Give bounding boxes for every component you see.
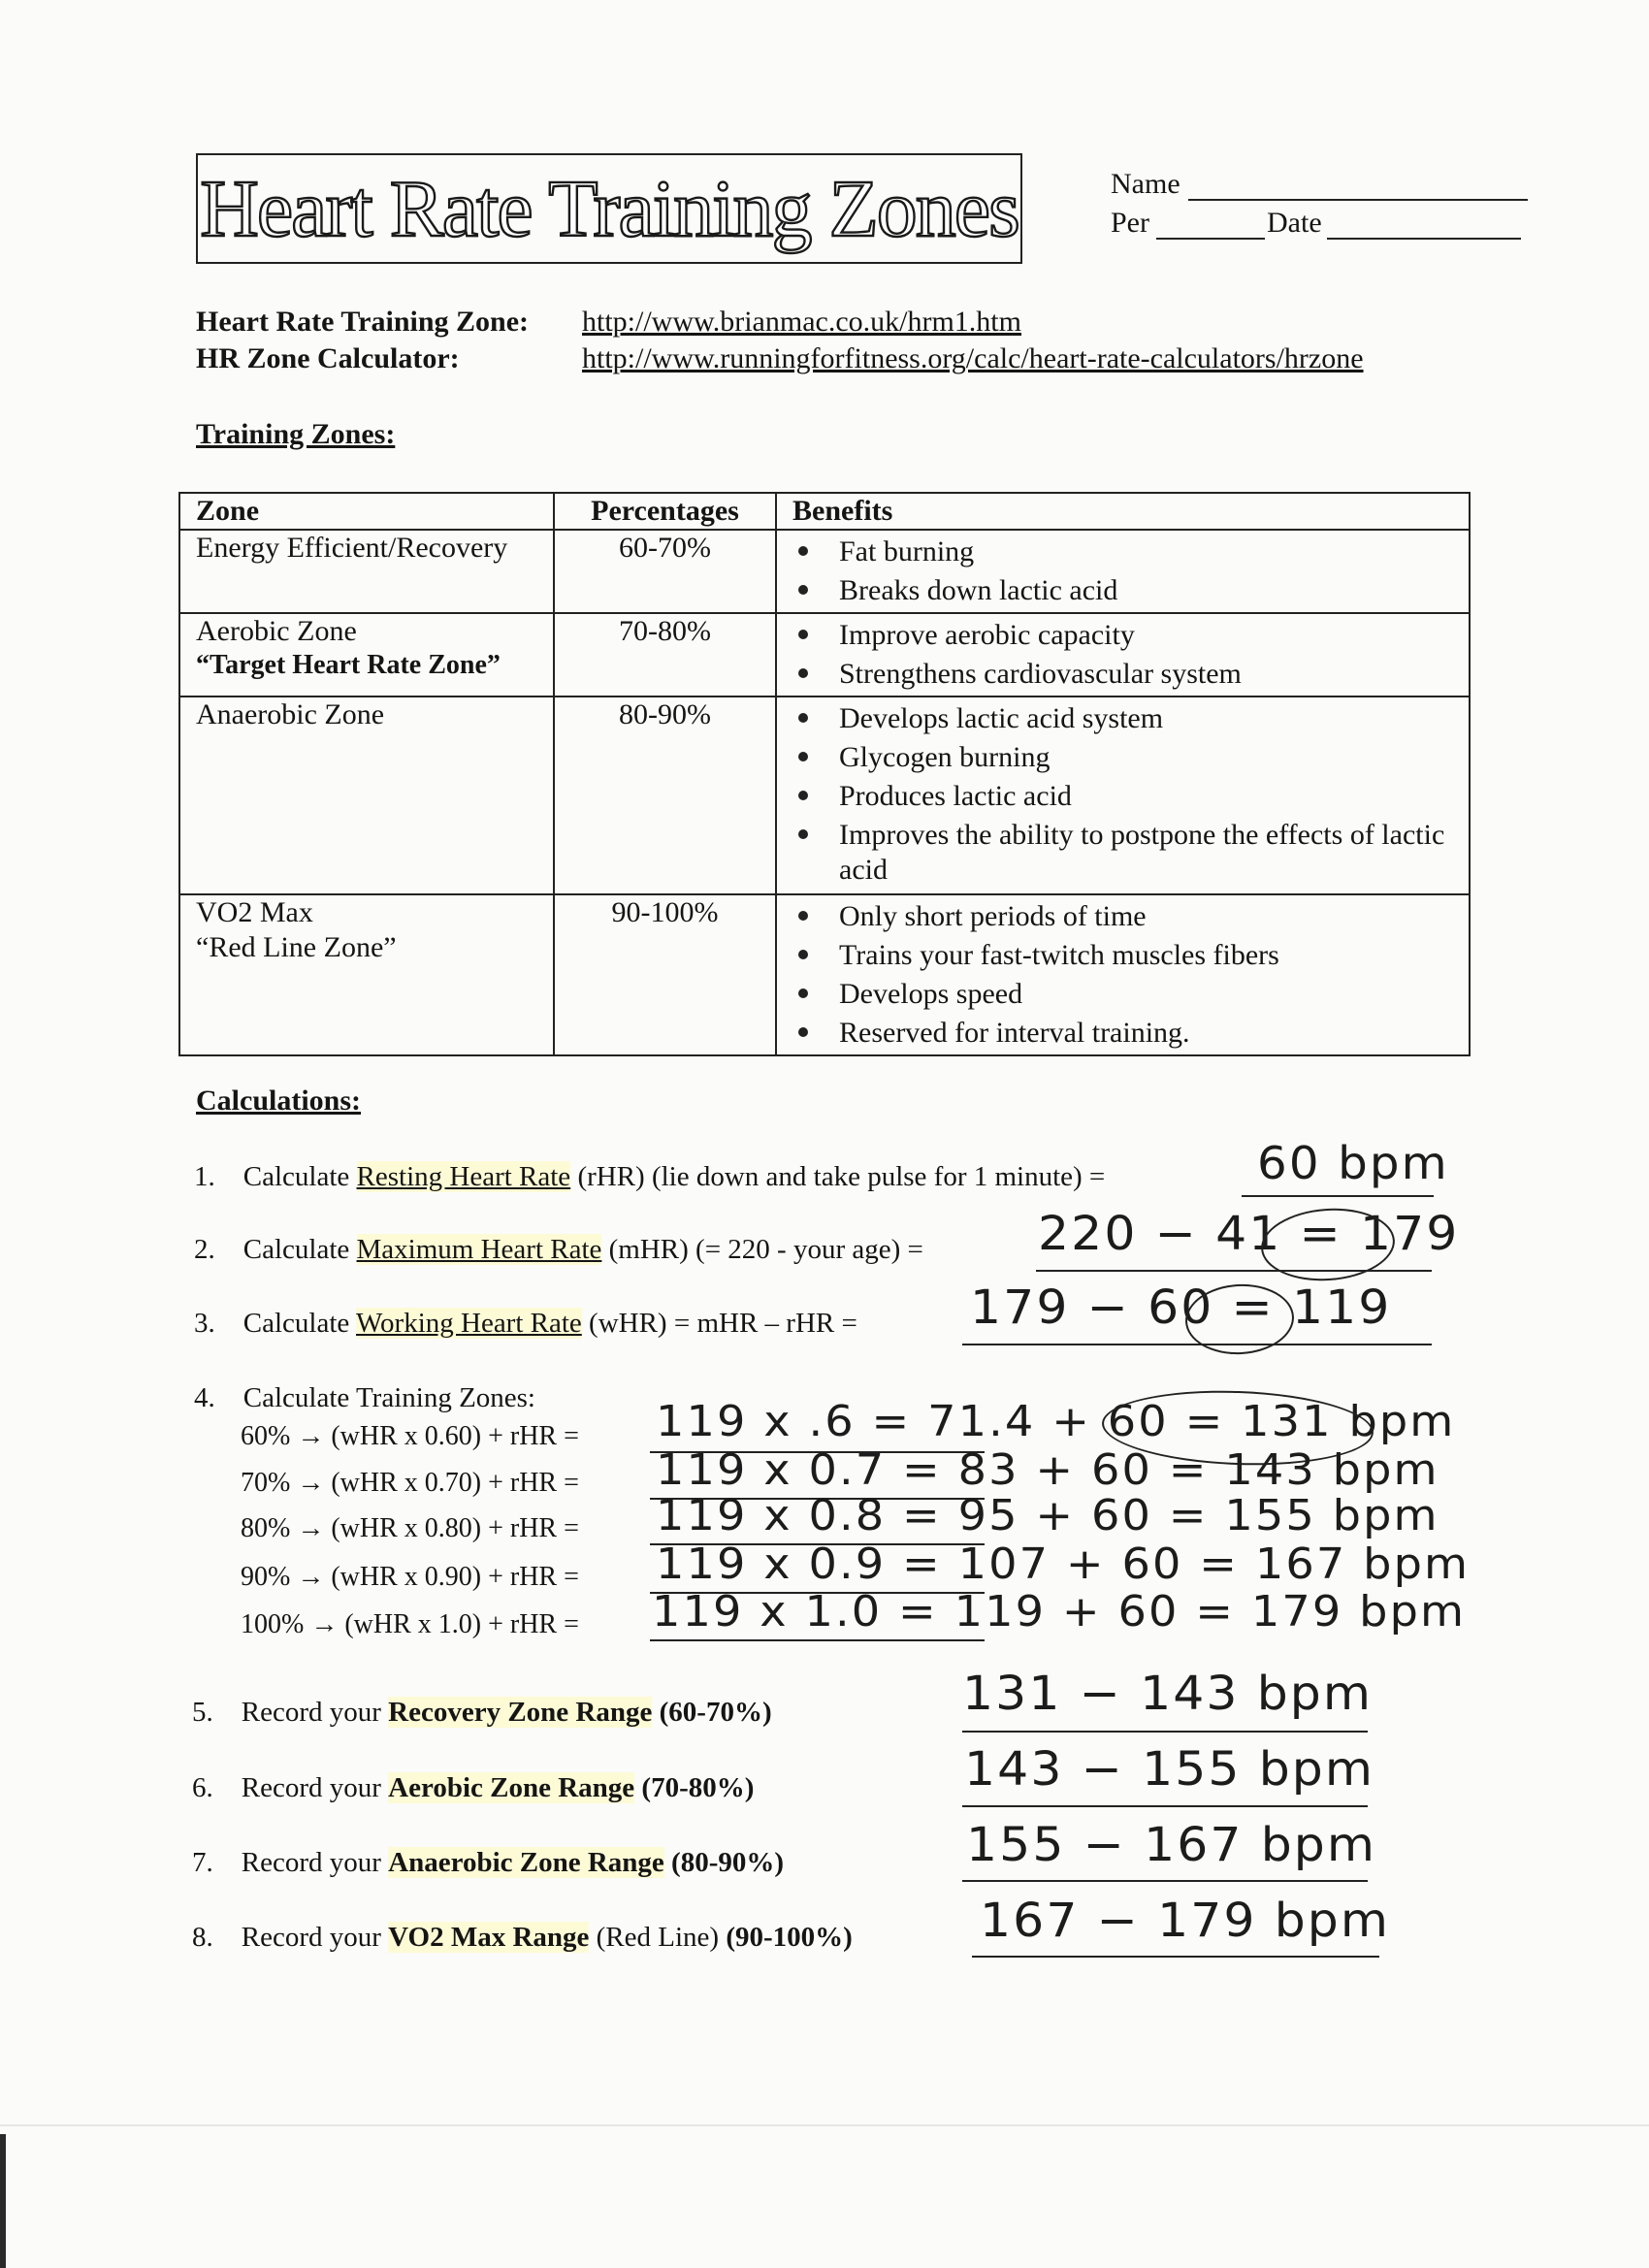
zone-percent: 70-80% bbox=[619, 615, 711, 647]
answer-line bbox=[962, 1805, 1368, 1807]
term-recovery-zone-range: Recovery Zone Range bbox=[388, 1697, 653, 1728]
benefit-list bbox=[792, 535, 1469, 608]
column-header-benefits: Benefits bbox=[776, 493, 1470, 530]
question-text: Calculate bbox=[242, 1308, 356, 1339]
column-header-zone: Zone bbox=[179, 493, 554, 530]
table-row bbox=[179, 613, 1470, 697]
question-range: (70-80%) bbox=[634, 1772, 755, 1803]
question-range: (90-100%) bbox=[726, 1922, 853, 1953]
per-label: Per bbox=[1111, 207, 1149, 239]
term-maximum-heart-rate: Maximum Heart Rate bbox=[356, 1234, 602, 1265]
term-anaerobic-zone-range: Anaerobic Zone Range bbox=[388, 1847, 664, 1878]
answer-line bbox=[1242, 1195, 1434, 1197]
benefit-item: Glycogen burning bbox=[792, 740, 1469, 775]
answer-line bbox=[962, 1731, 1368, 1733]
question-number: 3. bbox=[194, 1308, 215, 1339]
question-text: Calculate bbox=[242, 1234, 357, 1265]
question-5 bbox=[192, 1696, 772, 1729]
question-text: Record your bbox=[241, 1772, 389, 1803]
question-text: (rHR) (lie down and take pulse for 1 minute) = bbox=[570, 1161, 1106, 1192]
term-vo2-max-range: VO2 Max Range bbox=[388, 1922, 590, 1953]
answer-recovery-range[interactable]: 131 − 143 bpm bbox=[962, 1667, 1374, 1721]
zone-formula-90: 90% → (wHR x 0.90) + rHR = bbox=[241, 1562, 579, 1592]
answer-resting-hr[interactable]: 60 bpm bbox=[1257, 1137, 1449, 1189]
benefit-item: Trains your fast-twitch muscles fibers bbox=[792, 938, 1469, 973]
link-label-hr-calculator: HR Zone Calculator: bbox=[196, 342, 460, 374]
zone-name: Anaerobic Zone bbox=[196, 698, 385, 730]
benefit-item: Fat burning bbox=[792, 535, 1469, 569]
answer-working-hr[interactable]: 179 − 60 = 119 bbox=[970, 1280, 1392, 1335]
training-zones-heading: Training Zones: bbox=[196, 418, 396, 450]
question-number: 7. bbox=[192, 1847, 213, 1878]
benefit-list bbox=[792, 618, 1469, 692]
question-text: Calculate Training Zones: bbox=[242, 1382, 535, 1413]
table-header-row bbox=[179, 493, 1470, 530]
benefit-item: Improves the ability to postpone the effects of lactic acid bbox=[792, 818, 1469, 888]
answer-anaerobic-range[interactable]: 155 − 167 bpm bbox=[966, 1818, 1377, 1872]
answer-zone-100[interactable]: 119 x 1.0 = 119 + 60 = 179 bpm bbox=[652, 1587, 1467, 1636]
training-zones-table bbox=[178, 492, 1471, 1056]
zone-percent: 80-90% bbox=[619, 698, 711, 730]
answer-line bbox=[1036, 1270, 1432, 1272]
calculations-heading: Calculations: bbox=[196, 1085, 362, 1117]
zone-formula-80: 80% → (wHR x 0.80) + rHR = bbox=[241, 1513, 579, 1543]
question-text: Record your bbox=[241, 1922, 389, 1953]
question-6 bbox=[192, 1771, 754, 1804]
link-label-training-zone: Heart Rate Training Zone: bbox=[196, 306, 530, 338]
table-row bbox=[179, 894, 1470, 1055]
benefit-item: Develops speed bbox=[792, 977, 1469, 1012]
answer-max-hr[interactable]: 220 − 41 = 179 bbox=[1038, 1207, 1460, 1261]
question-number: 1. bbox=[194, 1161, 215, 1192]
question-text: Record your bbox=[241, 1847, 389, 1878]
answer-zone-80[interactable]: 119 x 0.8 = 95 + 60 = 155 bpm bbox=[656, 1491, 1439, 1540]
name-field[interactable] bbox=[1188, 199, 1528, 201]
question-text: Record your bbox=[241, 1697, 389, 1728]
zone-nickname: “Red Line Zone” bbox=[196, 931, 397, 963]
link-brianmac[interactable]: http://www.brianmac.co.uk/hrm1.htm bbox=[582, 306, 1021, 338]
zone-formula-60: 60% → (wHR x 0.60) + rHR = bbox=[241, 1421, 579, 1451]
answer-vo2-range[interactable]: 167 − 179 bpm bbox=[980, 1894, 1391, 1948]
question-number: 8. bbox=[192, 1922, 213, 1953]
question-text: (Red Line) bbox=[589, 1922, 727, 1953]
answer-line bbox=[962, 1344, 1432, 1345]
column-header-percentages: Percentages bbox=[554, 493, 776, 530]
term-working-heart-rate: Working Heart Rate bbox=[355, 1308, 582, 1339]
zone-formula-100: 100% → (wHR x 1.0) + rHR = bbox=[241, 1609, 579, 1639]
question-text: Calculate bbox=[242, 1161, 357, 1192]
zone-percent: 60-70% bbox=[619, 532, 711, 564]
scan-edge bbox=[0, 2134, 6, 2268]
benefit-item: Improve aerobic capacity bbox=[792, 618, 1469, 653]
question-number: 2. bbox=[194, 1234, 215, 1265]
term-resting-heart-rate: Resting Heart Rate bbox=[356, 1161, 571, 1192]
answer-zone-70[interactable]: 119 x 0.7 = 83 + 60 = 143 bpm bbox=[656, 1445, 1439, 1495]
term-aerobic-zone-range: Aerobic Zone Range bbox=[388, 1772, 635, 1803]
scan-edge bbox=[0, 2124, 1649, 2126]
table-row bbox=[179, 530, 1470, 613]
benefit-list bbox=[792, 701, 1469, 888]
answer-line bbox=[650, 1639, 985, 1641]
question-range: (80-90%) bbox=[663, 1847, 785, 1878]
question-1 bbox=[194, 1160, 1105, 1193]
name-label: Name bbox=[1111, 168, 1180, 200]
question-number: 5. bbox=[192, 1697, 213, 1728]
question-3 bbox=[194, 1307, 857, 1340]
answer-line bbox=[972, 1956, 1379, 1958]
zone-name: Energy Efficient/Recovery bbox=[196, 532, 508, 564]
question-7 bbox=[192, 1846, 784, 1879]
benefit-item: Only short periods of time bbox=[792, 899, 1469, 934]
question-text: (mHR) (= 220 - your age) = bbox=[601, 1234, 923, 1265]
date-label: Date bbox=[1267, 207, 1322, 239]
answer-aerobic-range[interactable]: 143 − 155 bpm bbox=[964, 1742, 1375, 1797]
question-8 bbox=[192, 1921, 853, 1954]
benefit-item: Breaks down lactic acid bbox=[792, 573, 1469, 608]
question-text: (wHR) = mHR – rHR = bbox=[581, 1308, 857, 1339]
benefit-list bbox=[792, 899, 1469, 1051]
link-runningforfitness[interactable]: http://www.runningforfitness.org/calc/heart-rate-calculators/hrzone bbox=[582, 342, 1364, 374]
question-2 bbox=[194, 1233, 923, 1266]
question-number: 6. bbox=[192, 1772, 213, 1803]
question-4 bbox=[194, 1381, 535, 1414]
answer-zone-60[interactable]: 119 x .6 = 71.4 + 60 = 131 bpm bbox=[656, 1397, 1456, 1446]
answer-zone-90[interactable]: 119 x 0.9 = 107 + 60 = 167 bpm bbox=[656, 1539, 1471, 1589]
benefit-item: Develops lactic acid system bbox=[792, 701, 1469, 736]
benefit-item: Strengthens cardiovascular system bbox=[792, 657, 1469, 692]
question-number: 4. bbox=[194, 1382, 215, 1413]
page-title: Heart Rate Training Zones bbox=[200, 164, 1018, 254]
zone-name: Aerobic Zone bbox=[196, 615, 357, 647]
table-row bbox=[179, 697, 1470, 894]
date-field[interactable] bbox=[1327, 238, 1521, 240]
benefit-item: Reserved for interval training. bbox=[792, 1016, 1469, 1051]
period-field[interactable] bbox=[1156, 238, 1265, 240]
answer-line bbox=[962, 1880, 1368, 1882]
zone-name: VO2 Max bbox=[196, 896, 313, 928]
zone-nickname: “Target Heart Rate Zone” bbox=[196, 650, 501, 680]
zone-percent: 90-100% bbox=[611, 896, 719, 928]
zone-formula-70: 70% → (wHR x 0.70) + rHR = bbox=[241, 1468, 579, 1498]
benefit-item: Produces lactic acid bbox=[792, 779, 1469, 814]
question-range: (60-70%) bbox=[652, 1697, 772, 1728]
